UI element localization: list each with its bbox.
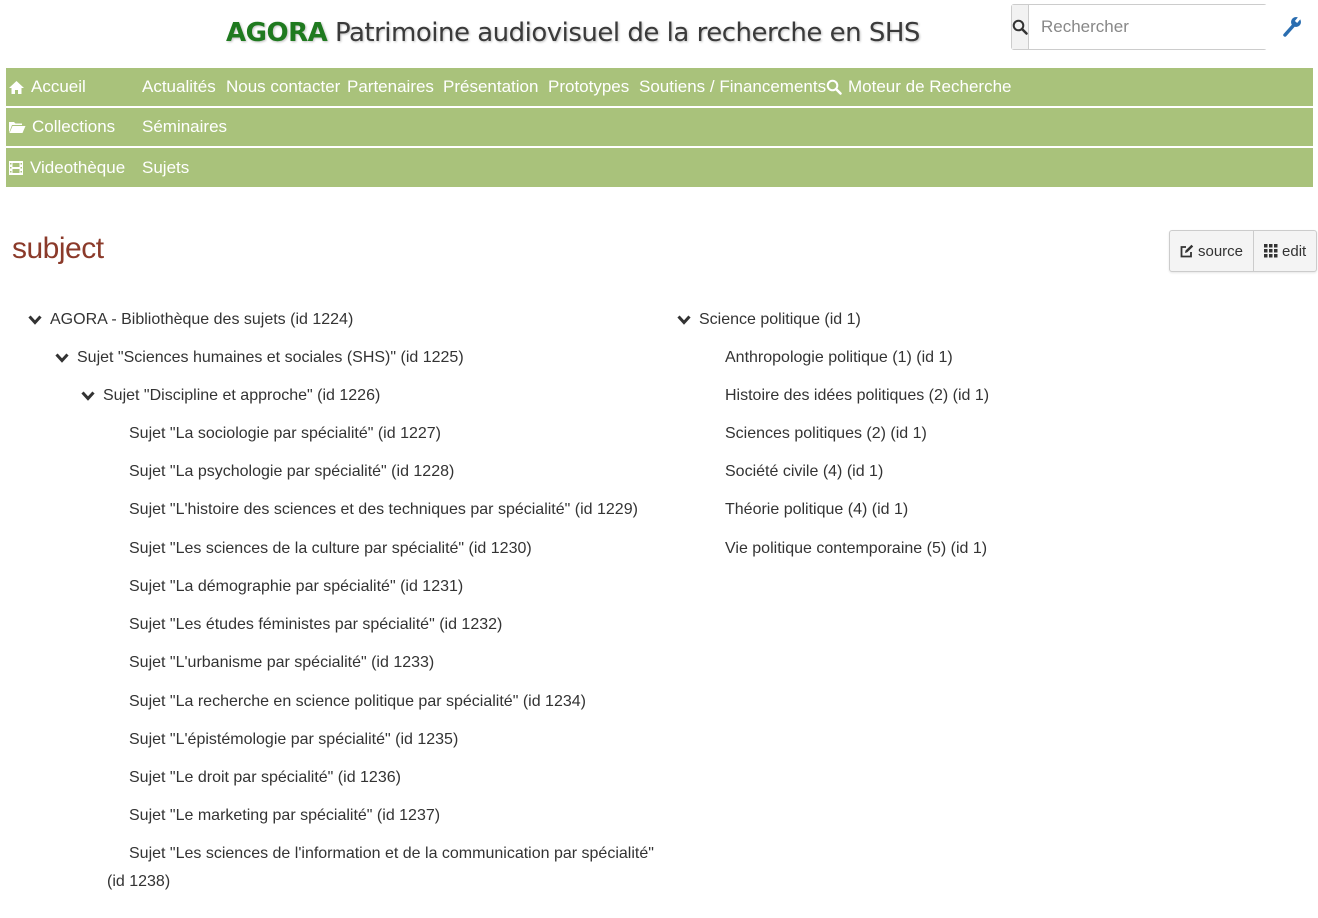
wrench-icon[interactable]	[1281, 14, 1303, 38]
tree-leaf[interactable]: Sujet "L'histoire des sciences et des techniques par spécialité" (id 1229)	[129, 501, 638, 518]
tree-leaf[interactable]: Sujet "La psychologie par spécialité" (id 1228)	[129, 463, 455, 480]
tree-node-label: Sujet "Sciences humaines et sociales (SHS)" (id 1225)	[77, 349, 464, 366]
search-box	[1011, 4, 1267, 50]
menu-videotheque[interactable]	[8, 148, 125, 187]
menu-prototypes[interactable]: Prototypes	[548, 77, 630, 96]
source-label: source	[1198, 242, 1244, 260]
edit-square-icon	[1180, 244, 1194, 258]
menu-nous-contacter[interactable]: Nous contacter	[226, 77, 341, 96]
grid-icon	[1264, 244, 1278, 258]
menu-seminaires[interactable]: Séminaires	[142, 117, 228, 136]
page-title: subject	[12, 232, 104, 265]
menu-accueil[interactable]	[8, 68, 86, 106]
tree-leaf[interactable]: Sujet "Le droit par spécialité" (id 1236)	[129, 769, 401, 786]
home-icon	[8, 80, 25, 95]
search-button[interactable]	[1012, 5, 1029, 49]
site-tagline: Patrimoine audiovisuel de la recherche en SHS	[334, 18, 920, 48]
page-actions	[1169, 230, 1317, 272]
search-input[interactable]	[1029, 5, 1274, 49]
menu-row-2	[6, 108, 1313, 148]
edit-label: edit	[1282, 242, 1307, 260]
tree-leaf[interactable]: Sujet "Les études féministes par spécialité" (id 1232)	[129, 616, 503, 633]
menu-collections-label: Collections	[32, 117, 116, 136]
source-button[interactable]	[1170, 231, 1253, 271]
chevron-down-icon[interactable]	[55, 352, 69, 364]
chevron-down-icon[interactable]	[677, 314, 691, 326]
chevron-down-icon[interactable]	[28, 314, 42, 326]
tree-node-label: Science politique (id 1)	[699, 311, 861, 328]
search-icon	[1012, 19, 1028, 35]
tree-leaf[interactable]: Sujet "L'épistémologie par spécialité" (id 1235)	[129, 731, 459, 748]
tree-leaf-wrap[interactable]: (id 1238)	[107, 873, 171, 890]
edit-button[interactable]	[1253, 231, 1316, 271]
main-menu	[6, 68, 1313, 187]
menu-videotheque-label: Videothèque	[30, 157, 126, 177]
folder-open-icon	[8, 120, 26, 134]
chevron-down-icon[interactable]	[81, 390, 95, 402]
tree-leaf[interactable]: Histoire des idées politiques (2) (id 1)	[725, 387, 990, 404]
menu-collections[interactable]	[8, 108, 115, 146]
tree-node-root[interactable]	[28, 308, 353, 332]
tree-leaf[interactable]: Sujet "La recherche en science politique par spécialité" (id 1234)	[129, 693, 586, 710]
tree-leaf[interactable]: Sujet "Les sciences de l'information et de la communication par spécialité"	[129, 845, 654, 862]
tree-node-shs[interactable]	[55, 346, 464, 370]
tree-node-label: AGORA - Bibliothèque des sujets (id 1224)	[50, 311, 354, 328]
menu-partenaires[interactable]: Partenaires	[347, 77, 434, 96]
menu-sujets[interactable]: Sujets	[142, 157, 190, 177]
tree-node-label: Sujet "Discipline et approche" (id 1226)	[103, 387, 381, 404]
menu-accueil-label: Accueil	[31, 77, 86, 96]
menu-moteur-label: Moteur de Recherche	[848, 77, 1012, 96]
menu-moteur-de-recherche[interactable]	[826, 68, 1011, 106]
tree-leaf[interactable]: Théorie politique (4) (id 1)	[725, 501, 909, 518]
tree-leaf[interactable]: Vie politique contemporaine (5) (id 1)	[725, 540, 988, 557]
tree-leaf[interactable]: Sujet "La sociologie par spécialité" (id 1227)	[129, 425, 441, 442]
menu-row-1	[6, 68, 1313, 108]
menu-actualites[interactable]: Actualités	[142, 77, 216, 96]
tree-leaf[interactable]: Sujet "L'urbanisme par spécialité" (id 1233)	[129, 654, 435, 671]
film-icon	[8, 160, 24, 176]
tree-leaf[interactable]: Sciences politiques (2) (id 1)	[725, 425, 927, 442]
tree-leaf[interactable]: Société civile (4) (id 1)	[725, 463, 884, 480]
menu-presentation[interactable]: Présentation	[443, 77, 539, 96]
brand-name: AGORA	[226, 18, 328, 48]
tree-leaf[interactable]: Sujet "Les sciences de la culture par spécialité" (id 1230)	[129, 540, 532, 557]
tree-leaf[interactable]: Sujet "Le marketing par spécialité" (id 1237)	[129, 807, 441, 824]
menu-soutiens-financements[interactable]: Soutiens / Financements	[639, 77, 827, 96]
site-title[interactable]	[226, 18, 920, 48]
tree-node-discipline[interactable]	[81, 384, 380, 408]
tree-leaf[interactable]: Sujet "La démographie par spécialité" (id 1231)	[129, 578, 464, 595]
menu-row-3	[6, 148, 1313, 187]
tree-leaf[interactable]: Anthropologie politique (1) (id 1)	[725, 349, 953, 366]
search-icon	[826, 79, 842, 95]
tree-node-science-politique[interactable]	[677, 308, 861, 332]
